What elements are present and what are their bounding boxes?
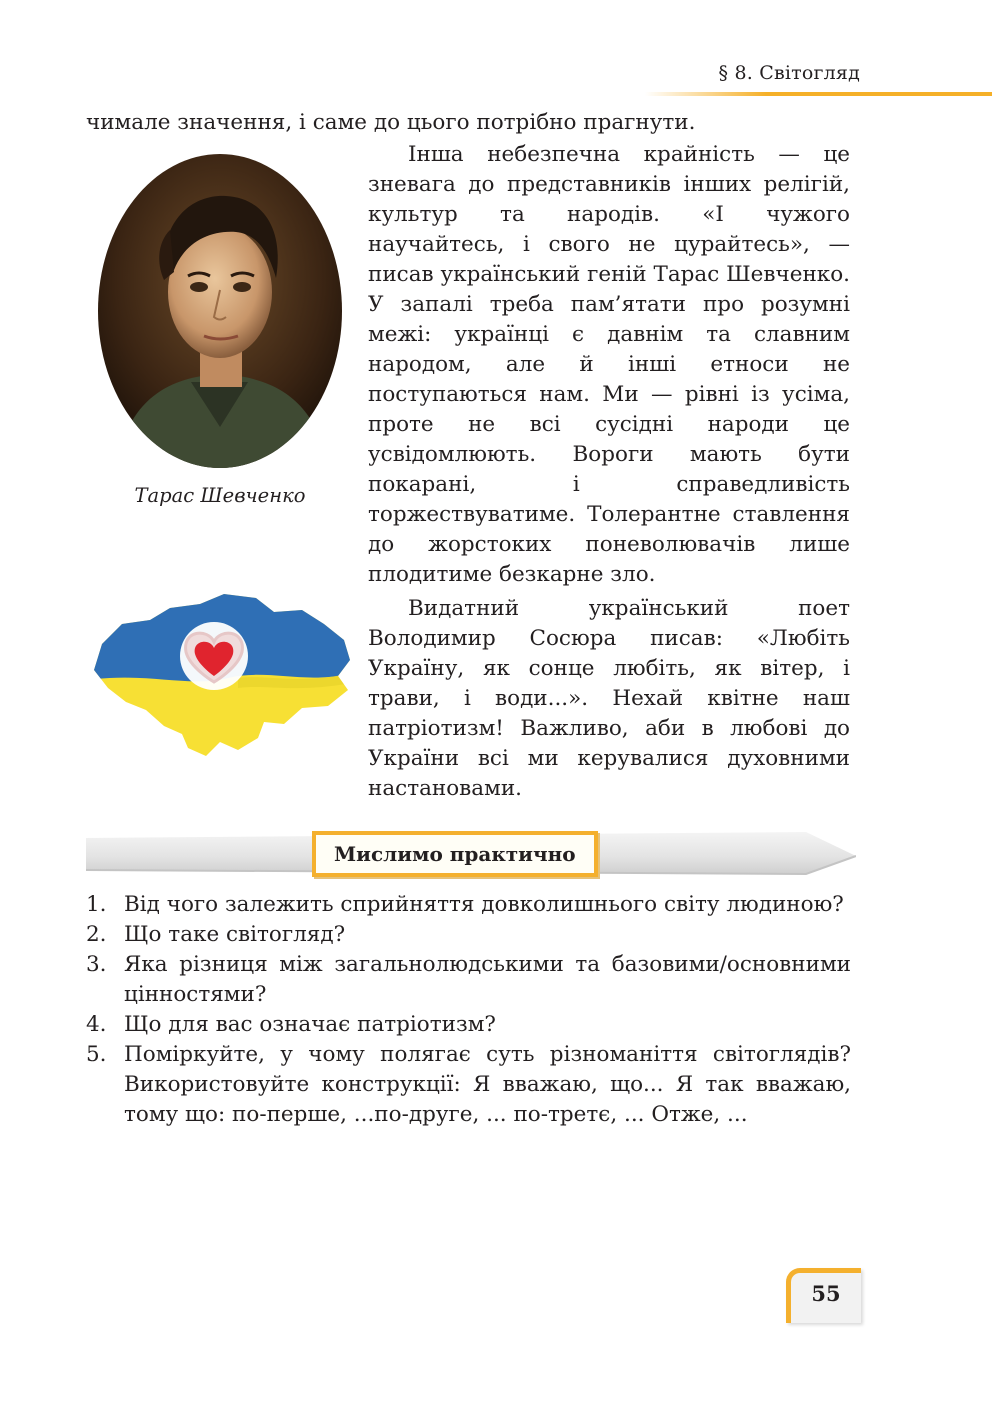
list-item (86, 890, 851, 920)
question-text: Від чого залежить сприйняття довколишнього світу людиною? (124, 892, 844, 917)
page-number: 55 (811, 1281, 841, 1306)
list-item (86, 1040, 851, 1130)
list-item (86, 950, 851, 1010)
question-number: 5. (86, 1042, 107, 1067)
question-text: Яка різниця між загальнолюдськими та базовими/основними цінностями? (124, 952, 851, 1007)
question-text: Що таке світогляд? (124, 922, 346, 947)
paragraph-tolerance: Інша небезпечна крайність — це зневага до представників інших релігій, культур та народів. «І чужого научайтесь, і свого не цурайтесь», — писав український геній Тарас Шевченко. У запалі треба пам’ятати про розумні межі: українці є давнім та славним народом, але й інші етноси не поступаються нам. Ми — рівні із усіма, проте не всі сусідні народи це усвідомлюють. Вороги мають бути покарані, і справедливість торжествуватиме. Толерантне ставлення до жорстоких поневолювачів лише плодитиме безкарне зло. (368, 142, 850, 587)
ukraine-map-heart-image (88, 590, 356, 770)
list-item (86, 1010, 851, 1040)
question-number: 1. (86, 892, 107, 917)
list-item (86, 920, 851, 950)
question-text: Поміркуйте, у чому полягає суть різноманіття світоглядів? Використовуйте конструкції: Я вважаю, що... Я так вважаю, тому що: по-перше, ...по-друге, ... по-третє, ... Отже, ... (124, 1042, 851, 1127)
question-number: 4. (86, 1012, 107, 1037)
lead-paragraph: чимале значення, і саме до цього потрібно прагнути. (86, 110, 696, 135)
paragraph-sosiura-quote: Видатний український поет Володимир Сосюра писав: «Любіть Україну, як сонце любіть, як вітер, і трави, і води...». Нехай квітне наш патріотизм! Важливо, аби в любові до України всі ми керувалися духовними настановами. (368, 596, 850, 801)
section-header-label: § 8. Світогляд (718, 62, 860, 84)
question-number: 3. (86, 952, 107, 977)
page-number-tab (786, 1268, 861, 1323)
header-accent-line (645, 92, 992, 96)
questions-list (86, 890, 851, 1130)
portrait-caption: Тарас Шевченко (134, 484, 306, 507)
question-number: 2. (86, 922, 107, 947)
question-text: Що для вас означає патріотизм? (124, 1012, 496, 1037)
section-title: Мислимо практично (312, 831, 598, 877)
shevchenko-portrait-image (96, 152, 344, 470)
